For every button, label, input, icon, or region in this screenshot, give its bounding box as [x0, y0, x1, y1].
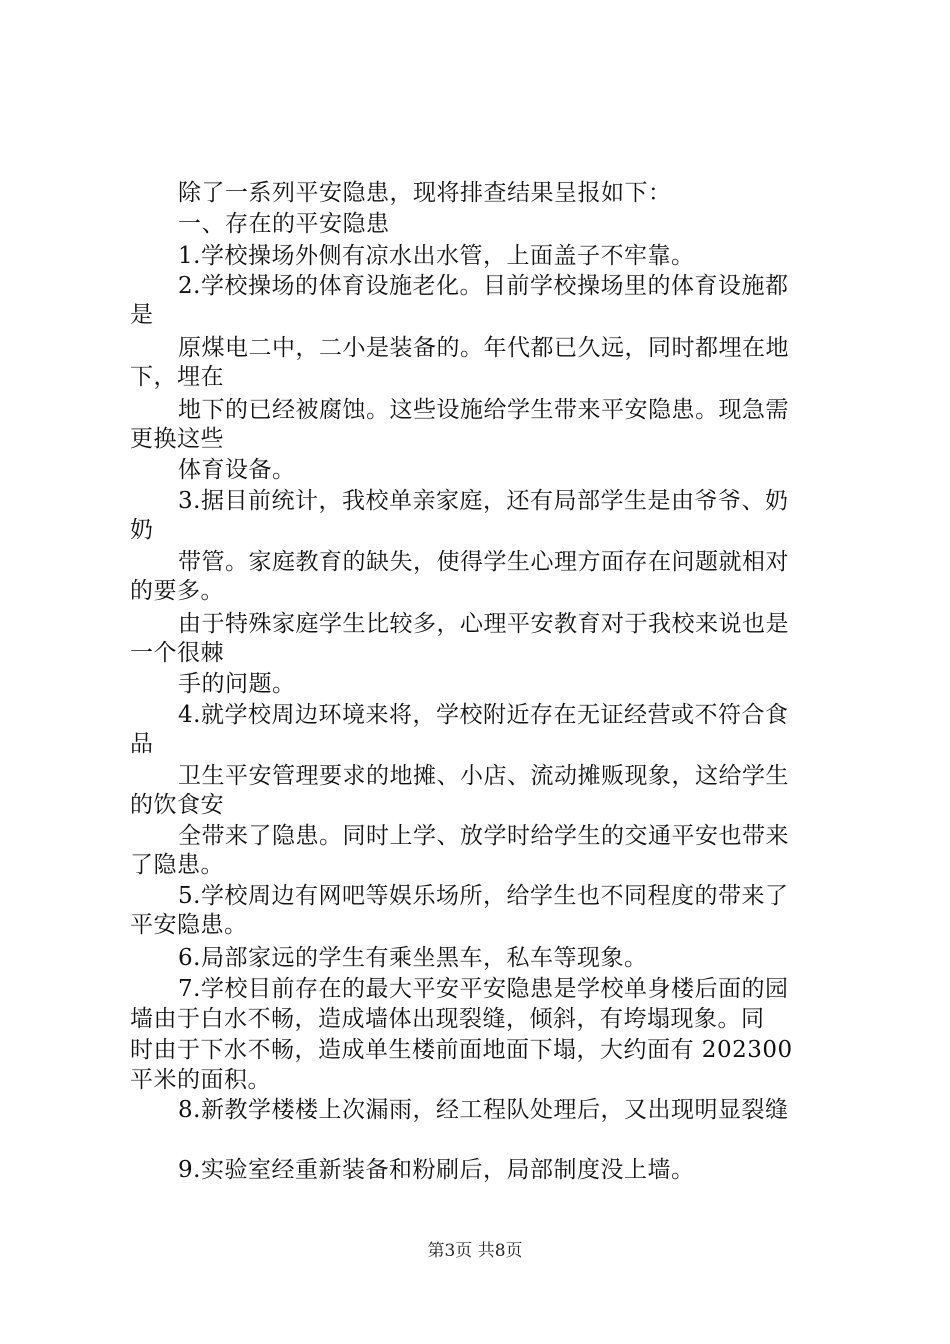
paragraph-line-wrap: 了隐患。 [130, 852, 224, 878]
list-item: 3.据目前统计，我校单亲家庭，还有局部学生是由爷爷、奶 [178, 488, 789, 514]
paragraph-line-wrap: 的要多。 [130, 578, 224, 604]
paragraph-line: 手的问题。 [178, 671, 296, 697]
list-item: 1.学校操场外侧有凉水出水管，上面盖子不牢靠。 [178, 243, 695, 269]
list-item-wrap: 时由于下水不畅，造成单生楼前面地面下塌，大约面有 202300 [130, 1037, 793, 1063]
paragraph-line-wrap: 下，埋在 [130, 364, 224, 390]
section-heading: 一、存在的平安隐患 [178, 211, 390, 237]
paragraph-line-wrap: 一个很棘 [130, 640, 224, 666]
paragraph-line: 原煤电二中，二小是装备的。年代都已久远，同时都埋在地 [178, 335, 789, 361]
paragraph-line: 带管。家庭教育的缺失，使得学生心理方面存在问题就相对 [178, 549, 789, 575]
list-item: 5.学校周边有网吧等娱乐场所，给学生也不同程度的带来了 [178, 883, 789, 909]
list-item: 7.学校目前存在的最大平安平安隐患是学校单身楼后面的园 [178, 976, 789, 1002]
list-item-wrap: 品 [130, 731, 154, 757]
paragraph-line: 全带来了隐患。同时上学、放学时给学生的交通平安也带来 [178, 823, 789, 849]
paragraph-line-wrap: 的饮食安 [130, 792, 224, 818]
list-item-wrap: 平米的面积。 [130, 1067, 271, 1093]
list-item: 4.就学校周边环境来将，学校附近存在无证经营或不符合食 [178, 702, 789, 728]
list-item: 9.实验室经重新装备和粉刷后，局部制度没上墙。 [178, 1157, 695, 1183]
list-item-wrap: 奶 [130, 517, 154, 543]
list-item-wrap: 平安隐患。 [130, 912, 248, 938]
list-item: 2.学校操场的体育设施老化。目前学校操场里的体育设施都 [178, 273, 789, 299]
list-item-wrap: 墙由于白水不畅，造成墙体出现裂缝，倾斜，有垮塌现象。同 [130, 1006, 765, 1032]
paragraph-line: 地下的已经被腐蚀。这些设施给学生带来平安隐患。现急需 [178, 397, 789, 423]
list-item: 6.局部家远的学生有乘坐黑车，私车等现象。 [178, 945, 648, 971]
list-item-wrap: 是 [130, 302, 154, 328]
paragraph-line: 由于特殊家庭学生比较多，心理平安教育对于我校来说也是 [178, 611, 789, 637]
page-number-footer: 第3页 共8页 [427, 1241, 523, 1261]
paragraph-line-wrap: 更换这些 [130, 426, 224, 452]
paragraph-line: 除了一系列平安隐患，现将排查结果呈报如下： [178, 180, 672, 206]
paragraph-line: 体育设备。 [178, 457, 296, 483]
list-item: 8.新教学楼楼上次漏雨，经工程队处理后，又出现明显裂缝 [178, 1097, 789, 1123]
paragraph-line: 卫生平安管理要求的地摊、小店、流动摊贩现象，这给学生 [178, 763, 789, 789]
